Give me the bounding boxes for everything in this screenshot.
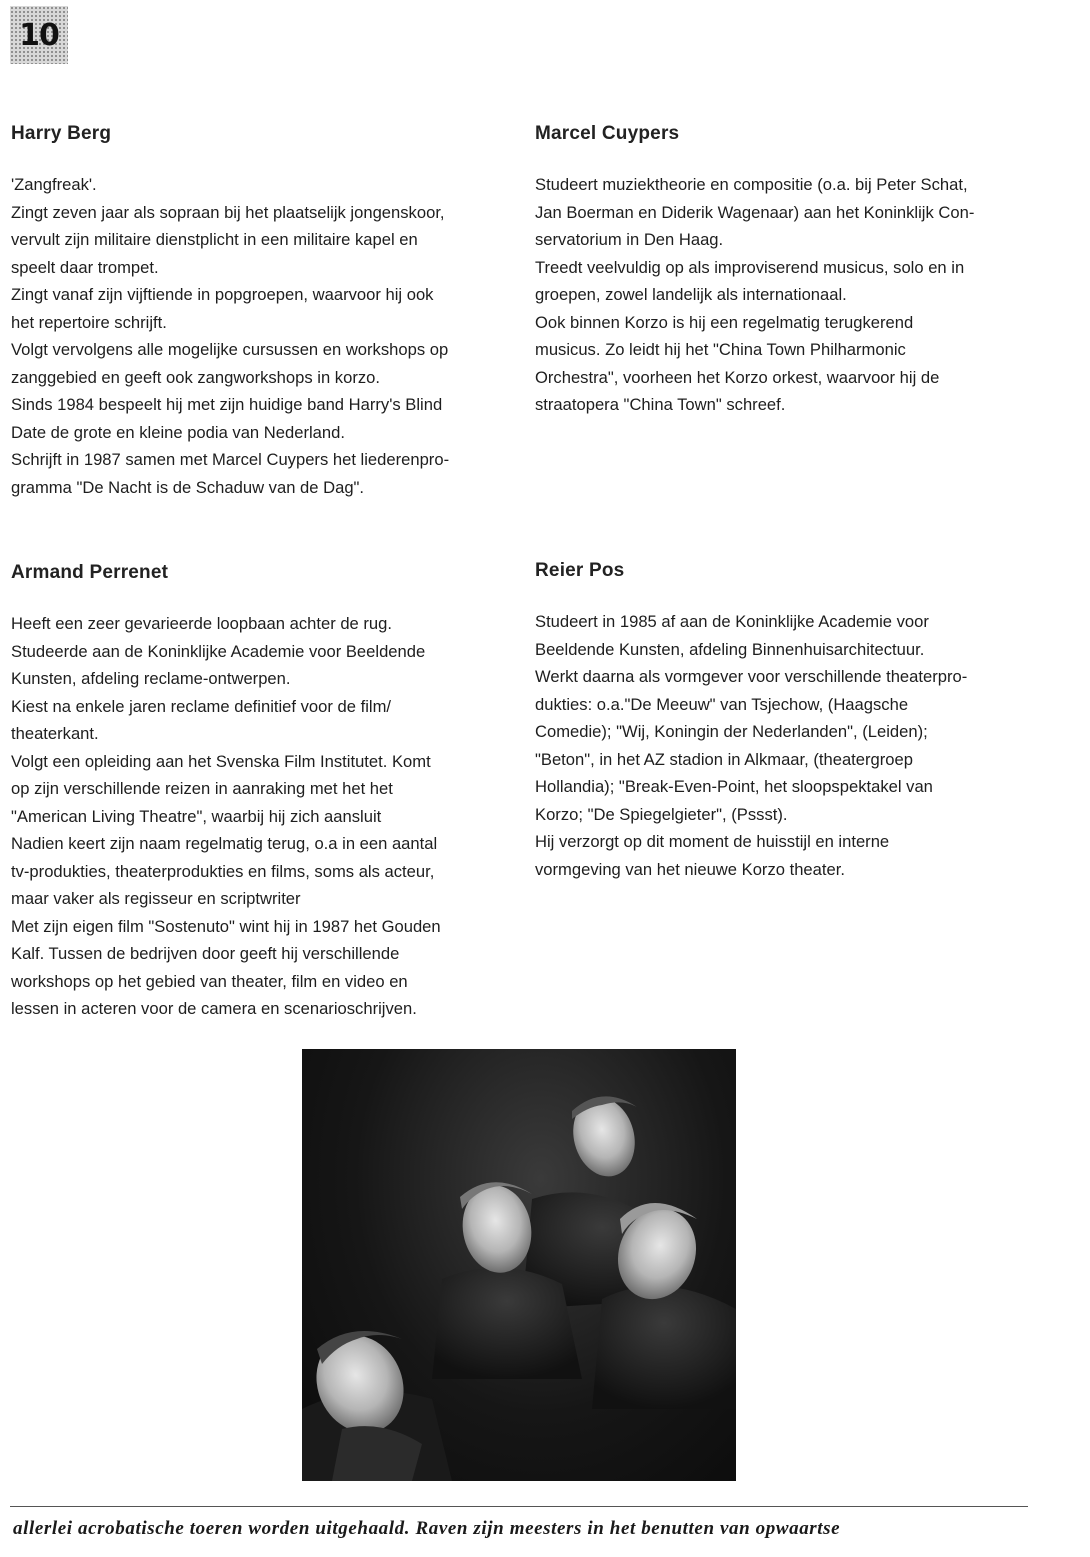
page-number-badge [10,6,68,64]
footer-divider [10,1506,1028,1507]
bio-text: Studeert muziektheorie en compositie (o.a. bij Peter Schat, Jan Boerman en Diderik Wagenaar) aan het Koninklijk Con- servatorium in Den Haag. Treedt veelvuldig op als improviserend musicus, solo en in groepen, zowel landelijk als internationaal. Ook binnen Korzo is hij een regelmatig terugkerend musicus. Zo leidt hij het "China Town Philharmonic Orchestra", voorheen het Korzo orkest, waarvoor hij de straatopera "China Town" schreef. [535,175,975,414]
bio-name: Armand Perrenet [11,562,169,583]
footer-caption: allerlei acrobatische toeren worden uitgehaald. Raven zijn meesters in het benutten van opwaartse [13,1518,841,1539]
bio-text: 'Zangfreak'. Zingt zeven jaar als sopraan bij het plaatselijk jongenskoor, vervult zijn militaire dienstplicht in een militaire kapel en speelt daar trompet. Zingt vanaf zijn vijftiende in popgroepen, waarvoor hij ook het repertoire schrijft. Volgt vervolgens alle mogelijke cursussen en workshops op zanggebied en geeft ook zangworkshops in korzo. Sinds 1984 bespeelt hij met zijn huidige band Harry's Blind Date de grote en kleine podia van Nederland. Schrijft in 1987 samen met Marcel Cuypers het liederenpro- gramma "De Nacht is de Schaduw van de Dag". [11,175,450,497]
bio-text: Heeft een zeer gevarieerde loopbaan achter de rug. Studeerde aan de Koninklijke Academie voor Beeldende Kunsten, afdeling reclame-ontwerpen. Kiest na enkele jaren reclame definitief voor de film/ theaterkant. Volgt een opleiding aan het Svenska Film Institutet. Komt op zijn verschillende reizen in aanraking met het het "American Living Theatre", waarbij hij zich aansluit Nadien keert zijn naam regelmatig terug, o.a in een aantal tv-produkties, theaterprodukties en films, soms als acteur, maar vaker als regisseur en scriptwriter Met zijn eigen film "Sostenuto" wint hij in 1987 het Gouden Kalf. Tussen de bedrijven door geeft hij verschillende workshops op het gebied van theater, film en video en lessen in acteren voor de camera en scenarioschrijven. [11,614,441,1018]
bio-text: Studeert in 1985 af aan de Koninklijke Academie voor Beeldende Kunsten, afdeling Binnenhuisarchitectuur. Werkt daarna als vormgever voor verschillende theaterpro- dukties: o.a."De Meeuw" van Tsjechow, (Haagsche Comedie); "Wij, Koningin der Nederlanden", (Leiden); "Beton", in het AZ stadion in Alkmaar, (theatergroep Hollandia); "Break-Even-Point, het sloopspektakel van Korzo; "De Spiegelgieter", (Pssst). Hij verzorgt op dit moment de huisstijl en interne vormgeving van het nieuwe Korzo theater. [535,612,968,879]
bio-name: Reier Pos [535,560,625,581]
group-portrait-photo [302,1049,736,1481]
bio-name: Marcel Cuypers [535,123,680,144]
bio-marcel-cuypers [535,123,1035,419]
bio-name: Harry Berg [11,123,112,144]
bio-harry-berg [11,123,511,501]
photo-illustration [302,1049,736,1481]
page-number: 10 [19,17,59,53]
bio-armand-perrenet [11,562,511,1023]
bio-reier-pos [535,560,1035,883]
